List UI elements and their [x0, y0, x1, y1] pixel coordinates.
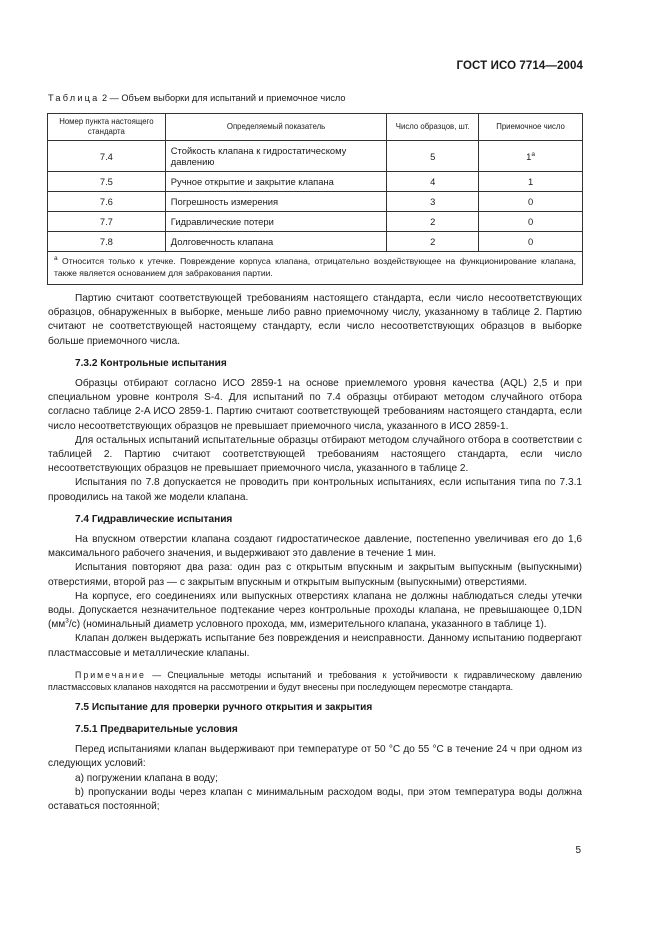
table-header-row — [48, 114, 583, 141]
column-header-clause: Номер пункта настоящего стандарта — [48, 114, 166, 141]
footnote-ref: a — [531, 150, 535, 158]
table-row — [48, 232, 583, 252]
paragraph: Партию считают соответствующей требованиям настоящего стандарта, если число несоответствующих образцов, обнаруженных в выборке, меньше либо равно приемочному числу, указанному в таблице 2. Партию считают не соответствующей настоящему стандарту, если число несоответствующих образцов в выборке больше приемочного числа. — [48, 293, 582, 347]
paragraph: На впускном отверстии клапана создают гидростатическое давление, постепенно увеличивая его до 1,6 максимального рабочего значения, и выдерживают это давление в течение 1 мин. — [48, 534, 582, 560]
list-item: а) погружении клапана в воду; — [75, 772, 218, 784]
table-caption-label: Таблица — [48, 93, 100, 103]
paragraph: Образцы отбирают согласно ИСО 2859-1 на основе приемлемого уровня качества (AQL) 2,5 и при специальном уровне контроля S-4. Для испытаний по 7.4 образцы отбирают методом случайного отбора согласно таблице 2-A ИСО 2859-1. Партию считают соответствующей требованиям настоящего стандарта, если число несоответствующих образцов не превышает приемочного числа, указанного в ИСО 2859-1. — [48, 378, 582, 432]
cell-acceptance: 0 — [479, 212, 583, 232]
superscript: 3 — [65, 617, 69, 625]
table-caption — [48, 93, 346, 103]
section-heading-7-5-1: 7.5.1 Предварительные условия — [75, 724, 238, 736]
paragraph: Испытания по 7.8 допускается не проводить при контрольных испытаниях, если испытания типа по 7.3.1 проводились на такой же модели клапана. — [48, 477, 582, 503]
section-heading-7-3-2: 7.3.2 Контрольные испытания — [75, 357, 227, 369]
paragraph: Испытания повторяют два раза: один раз с открытым впускным и закрытым выпускным (выпускными) отверстиями, второй раз — с закрытым впускным и открытым выпускным (выпускными) отверстиями. — [48, 562, 582, 588]
cell-acceptance: 0 — [479, 232, 583, 252]
footnote-mark: a — [54, 255, 58, 263]
cell-samples: 2 — [387, 232, 479, 252]
column-header-samples: Число образцов, шт. — [387, 114, 479, 141]
cell-clause: 7.7 — [48, 212, 166, 232]
table-row — [48, 141, 583, 172]
cell-samples: 3 — [387, 192, 479, 212]
footnote-text: Относится только к утечке. Повреждение корпуса клапана, отрицательно воздействующее на функционирование клапана, также является основанием для забракования партии. — [54, 256, 576, 278]
list-item: b) пропускании воды через клапан с минимальным расходом воды, при этом температура воды должна оставаться постоянной; — [48, 786, 582, 813]
cell-clause: 7.4 — [48, 141, 166, 172]
table-row — [48, 192, 583, 212]
column-header-acceptance: Приемочное число — [479, 114, 583, 141]
document-body — [48, 292, 582, 814]
cell-samples: 2 — [387, 212, 479, 232]
note — [48, 669, 582, 693]
table-footnote-row — [48, 252, 583, 285]
cell-clause: 7.8 — [48, 232, 166, 252]
column-header-indicator: Определяемый показатель — [165, 114, 387, 141]
acceptance-value: 1 — [526, 150, 532, 162]
table-footnote — [48, 252, 583, 285]
cell-clause: 7.6 — [48, 192, 166, 212]
cell-indicator: Стойкость клапана к гидростатическому давлению — [165, 141, 387, 172]
document-id: ГОСТ ИСО 7714—2004 — [456, 60, 583, 72]
sample-size-table — [47, 113, 583, 285]
cell-samples: 4 — [387, 172, 479, 192]
cell-samples: 5 — [387, 141, 479, 172]
cell-acceptance: 0 — [479, 192, 583, 212]
note-text: — Специальные методы испытаний и требования к устойчивости к гидравлическому давлению пластмассовых клапанов находятся на рассмотрении и будут внесены при последующем пересмотре стандарта. — [48, 669, 582, 692]
paragraph-text: На корпусе, его соединениях или выпускных отверстиях клапана не должны наблюдаться следы утечки воды. Допускается незначительное подтекание через контрольные проходы клапана, не превышающее 0,1DN (мм — [48, 590, 582, 631]
cell-acceptance: 1 — [479, 172, 583, 192]
table-row — [48, 172, 583, 192]
paragraph: Клапан должен выдержать испытание без повреждения и неисправности. Данному испытанию подвергают пластмассовые и металлические клапаны. — [48, 633, 582, 659]
table-row — [48, 212, 583, 232]
cell-indicator: Долговечность клапана — [165, 232, 387, 252]
note-label: Примечание — [75, 669, 146, 680]
paragraph-text: /с) (номинальный диаметр условного прохода, мм, измерительного клапана, указанного в таблице 1). — [68, 619, 547, 631]
paragraph: Для остальных испытаний испытательные образцы отбирают методом случайного отбора в соответствии с таблицей 2. Партию считают соответствующей требованиям настоящего стандарта, если число несоответствующих образцов не превышает приемочного числа, указанного в таблице 2. — [48, 434, 582, 475]
page-number: 5 — [575, 845, 581, 856]
paragraph — [48, 590, 582, 633]
table-caption-text: 2 — Объем выборки для испытаний и приемочное число — [99, 93, 346, 103]
paragraph: Перед испытаниями клапан выдерживают при температуре от 50 °C до 55 °C в течение 24 ч при одном из следующих условий: — [48, 744, 582, 770]
cell-indicator: Гидравлические потери — [165, 212, 387, 232]
cell-indicator: Погрешность измерения — [165, 192, 387, 212]
cell-indicator: Ручное открытие и закрытие клапана — [165, 172, 387, 192]
cell-acceptance — [479, 141, 583, 172]
section-heading-7-4: 7.4 Гидравлические испытания — [75, 513, 233, 525]
section-heading-7-5: 7.5 Испытание для проверки ручного открытия и закрытия — [75, 701, 373, 713]
cell-clause: 7.5 — [48, 172, 166, 192]
